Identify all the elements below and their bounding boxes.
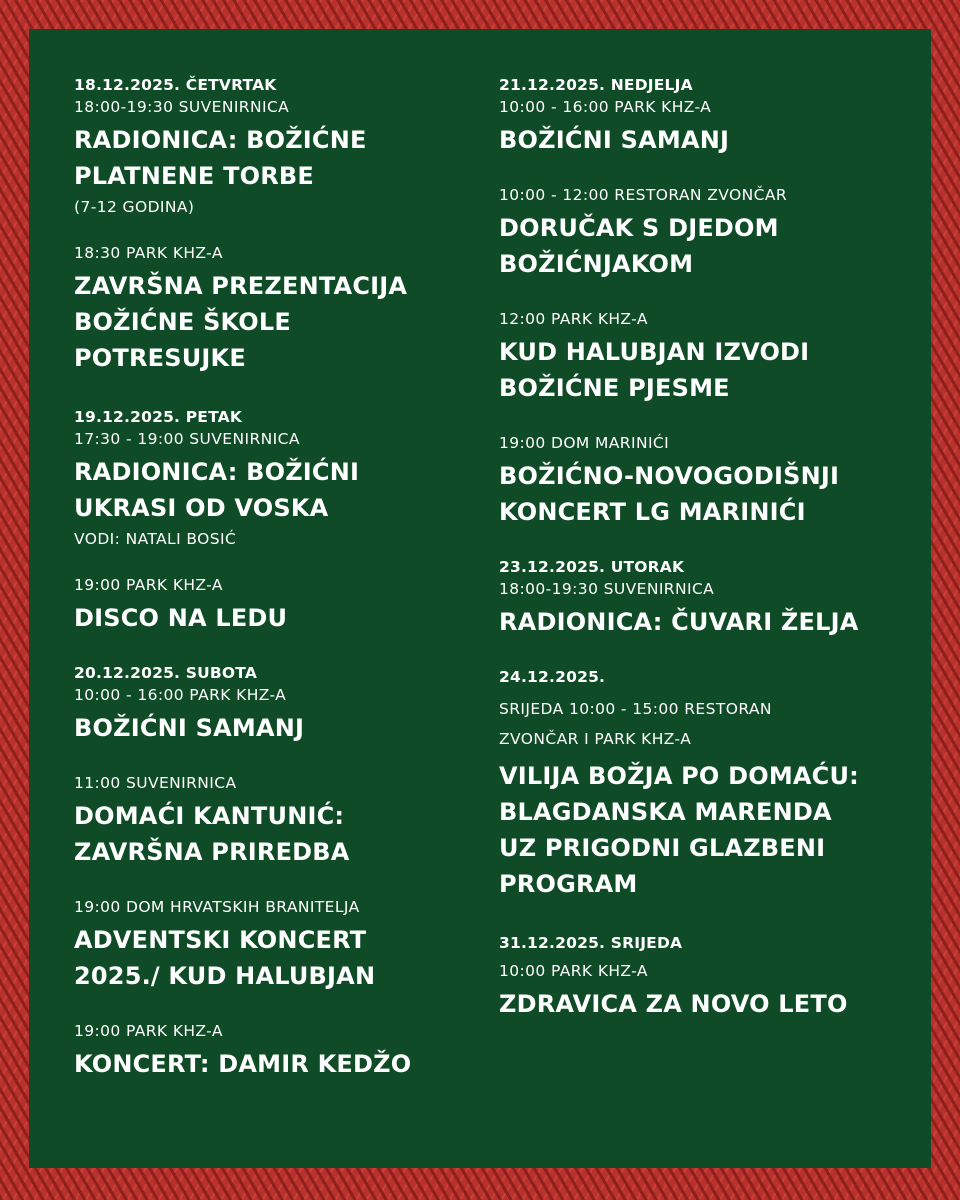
event-title: KONCERT: DAMIR KEDŽO	[74, 1050, 412, 1078]
event-block	[499, 666, 919, 902]
event-title: BOŽIĆNI SAMANJ	[74, 714, 305, 742]
event-block	[74, 242, 474, 376]
event-note: (7-12 GODINA)	[74, 198, 195, 216]
event-block	[74, 896, 474, 994]
event-title: DORUČAK S DJEDOM BOŽIĆNJAKOM	[499, 214, 779, 278]
event-time-location: 10:00 PARK KHZ-A	[499, 962, 648, 980]
event-time-location: 10:00 - 16:00 PARK KHZ-A	[74, 686, 287, 704]
event-date: 31.12.2025. SRIJEDA	[499, 934, 683, 952]
event-time-location: 11:00 SUVENIRNICA	[74, 774, 237, 792]
event-date: 21.12.2025. NEDJELJA	[499, 76, 693, 94]
schedule-panel	[29, 29, 931, 1168]
event-block	[499, 932, 919, 1022]
event-date: 19.12.2025. PETAK	[74, 408, 243, 426]
event-title: DOMAĆI KANTUNIĆ: ZAVRŠNA PRIREDBA	[74, 802, 350, 866]
event-block	[74, 1020, 474, 1082]
event-date: 23.12.2025. UTORAK	[499, 558, 685, 576]
event-title: DISCO NA LEDU	[74, 604, 288, 632]
event-time-location: 10:00 - 12:00 RESTORAN ZVONČAR	[499, 186, 787, 204]
event-title: VILIJA BOŽJA PO DOMAĆU: BLAGDANSKA MARENDA UZ PRIGODNI GLAZBENI PROGRAM	[499, 762, 859, 898]
event-time-location: 19:00 PARK KHZ-A	[74, 576, 223, 594]
schedule-column-left	[74, 74, 474, 1110]
event-title: ADVENTSKI KONCERT 2025./ KUD HALUBJAN	[74, 926, 376, 990]
event-title: ZDRAVICA ZA NOVO LETO	[499, 990, 848, 1018]
event-block	[74, 772, 474, 870]
event-title: RADIONICA: BOŽIĆNI UKRASI OD VOSKA	[74, 458, 360, 522]
event-time-location: 17:30 - 19:00 SUVENIRNICA	[74, 430, 300, 448]
event-title: RADIONICA: BOŽIĆNE PLATNENE TORBE	[74, 126, 367, 190]
event-note: VODI: NATALI BOSIĆ	[74, 530, 237, 548]
event-time-location: 19:00 DOM HRVATSKIH BRANITELJA	[74, 898, 360, 916]
event-time-location: 19:00 PARK KHZ-A	[74, 1022, 223, 1040]
event-block	[499, 432, 919, 530]
event-block	[499, 308, 919, 406]
schedule-column-right	[499, 74, 919, 1050]
event-time-location: SRIJEDA 10:00 - 15:00 RESTORAN ZVONČAR I PARK KHZ-A	[499, 700, 772, 748]
event-block	[74, 406, 474, 550]
event-block	[74, 662, 474, 746]
event-date: 20.12.2025. SUBOTA	[74, 664, 258, 682]
event-time-location: 19:00 DOM MARINIĆI	[499, 434, 670, 452]
event-time-location: 18:00-19:30 SUVENIRNICA	[499, 580, 715, 598]
event-block	[499, 74, 919, 158]
event-title: ZAVRŠNA PREZENTACIJA BOŽIĆNE ŠKOLE POTRESUJKE	[74, 272, 408, 372]
event-block	[74, 74, 474, 218]
event-time-location: 10:00 - 16:00 PARK KHZ-A	[499, 98, 712, 116]
event-title: BOŽIĆNO-NOVOGODIŠNJI KONCERT LG MARINIĆI	[499, 462, 840, 526]
event-title: KUD HALUBJAN IZVODI BOŽIĆNE PJESME	[499, 338, 810, 402]
event-block	[74, 574, 474, 636]
event-block	[499, 184, 919, 282]
event-time-location: 18:30 PARK KHZ-A	[74, 244, 223, 262]
event-time-location: 12:00 PARK KHZ-A	[499, 310, 648, 328]
event-title: BOŽIĆNI SAMANJ	[499, 126, 730, 154]
event-block	[499, 556, 919, 640]
event-date: 18.12.2025. ČETVRTAK	[74, 76, 277, 94]
event-title: RADIONICA: ČUVARI ŽELJA	[499, 608, 859, 636]
event-time-location: 18:00-19:30 SUVENIRNICA	[74, 98, 290, 116]
event-date: 24.12.2025.	[499, 668, 606, 686]
